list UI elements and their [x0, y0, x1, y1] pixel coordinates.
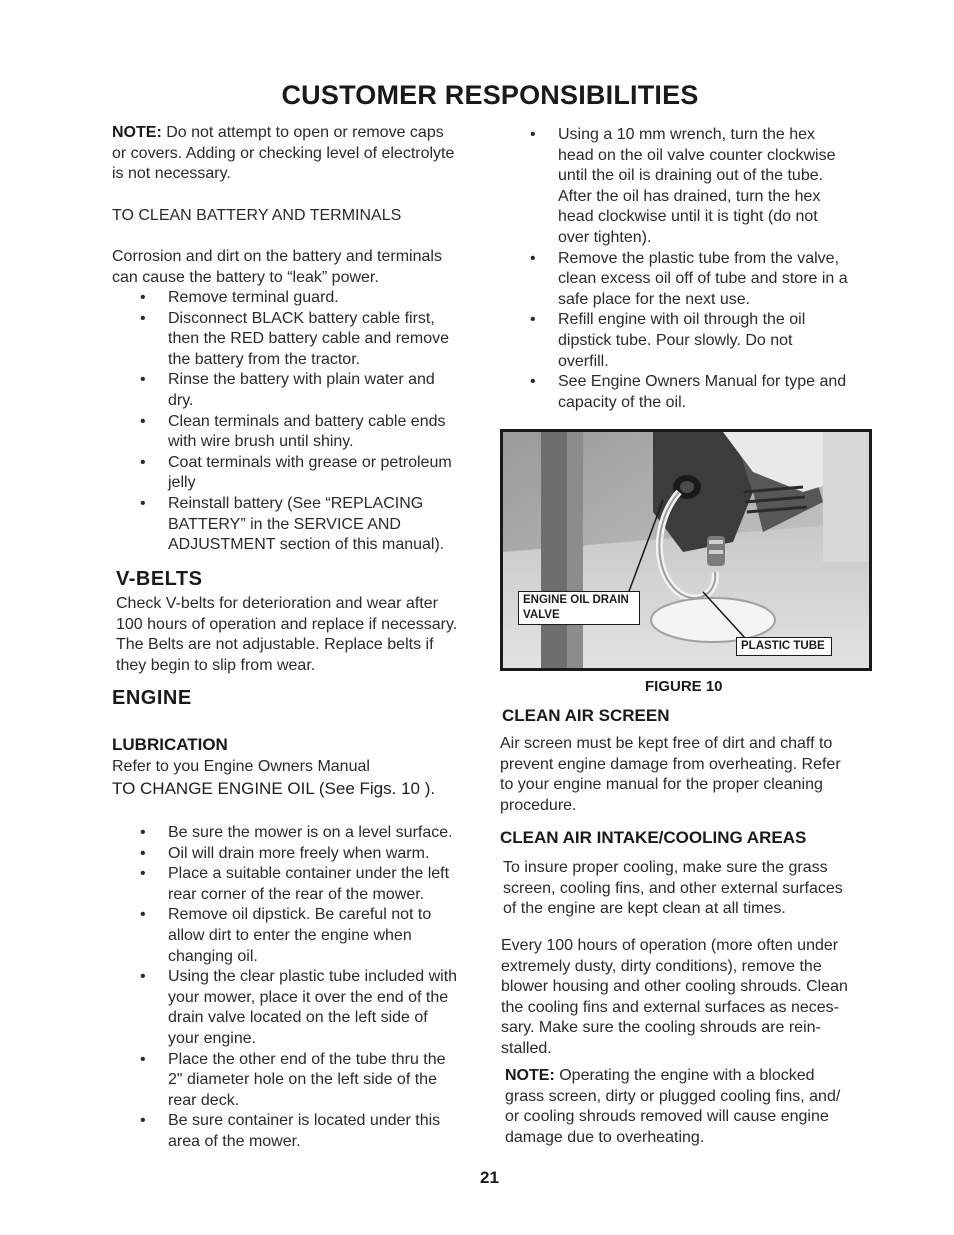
- list-item-line: • Using the clear plastic tube included with: [168, 968, 458, 986]
- text-line: Every 100 hours of operation (more often under: [501, 937, 839, 954]
- oil-change-steps-list: [112, 823, 502, 1153]
- list-item-line: ADJUSTMENT section of this manual).: [168, 536, 445, 554]
- list-item-line: • Remove oil dipstick. Be careful not to: [168, 906, 432, 924]
- list-item: [112, 309, 502, 371]
- note-text-line: damage due to overheating.: [505, 1128, 705, 1146]
- lubrication-text: Refer to you Engine Owners Manual: [112, 758, 370, 775]
- text-line: The Belts are not adjustable. Replace belts if: [116, 636, 434, 654]
- list-item: [502, 372, 882, 413]
- list-item-line: • Refill engine with oil through the oil: [558, 311, 806, 329]
- figure-caption: FIGURE 10: [645, 678, 723, 695]
- list-item-line: safe place for the next use.: [558, 290, 751, 308]
- callout-drain-valve: ENGINE OIL DRAIN VALVE: [518, 591, 640, 625]
- list-item: [112, 370, 502, 411]
- text-line: the cooling fins and external surfaces as neces-: [501, 998, 839, 1016]
- note-text-line: Do not attempt to open or remove caps: [161, 124, 444, 141]
- engine-photo-illustration: [503, 432, 869, 668]
- list-item-line: head clockwise until it is tight (do not: [558, 208, 818, 226]
- text-line: Air screen must be kept free of dirt and chaff to: [500, 735, 833, 752]
- note-text-line: or covers. Adding or checking level of electrolyte: [112, 144, 455, 162]
- engine-heading: ENGINE: [112, 687, 192, 709]
- vbelts-text: [116, 594, 496, 676]
- air-screen-text: [500, 734, 880, 816]
- list-item-line: area of the mower.: [168, 1132, 301, 1150]
- list-item: [112, 844, 502, 865]
- oil-change-steps-continued: [502, 125, 882, 413]
- list-item-line: overfill.: [558, 352, 609, 370]
- note-text-line: is not necessary.: [112, 165, 231, 183]
- text-line: blower housing and other cooling shrouds. Clean: [501, 978, 848, 996]
- vbelts-heading: V-BELTS: [116, 568, 203, 590]
- list-item: [112, 1050, 502, 1112]
- note-label: NOTE:: [112, 124, 162, 141]
- list-item-line: until the oil is draining out of the tube.: [558, 167, 824, 185]
- battery-note: [112, 123, 492, 185]
- lubrication-heading: LUBRICATION: [112, 735, 228, 754]
- list-item-line: capacity of the oil.: [558, 393, 687, 411]
- page-number: 21: [480, 1168, 499, 1187]
- note-text-line: Operating the engine with a blocked: [554, 1067, 815, 1084]
- list-item: [502, 125, 882, 249]
- page-title: CUSTOMER RESPONSIBILITIES: [281, 80, 699, 110]
- list-item-line: the battery from the tractor.: [168, 350, 361, 368]
- list-item-line: • Place a suitable container under the left: [168, 865, 450, 883]
- list-item-line: BATTERY” in the SERVICE AND: [168, 515, 401, 533]
- list-item-line: After the oil has drained, turn the hex: [558, 187, 821, 205]
- list-item-line: • Remove terminal guard.: [168, 289, 339, 306]
- battery-intro-line: Corrosion and dirt on the battery and terminals: [112, 248, 442, 265]
- note-label: NOTE:: [505, 1067, 555, 1084]
- intake-heading: CLEAN AIR INTAKE/COOLING AREAS: [500, 828, 807, 847]
- list-item-line: rear deck.: [168, 1091, 240, 1109]
- list-item: [112, 1111, 502, 1152]
- list-item-line: clean excess oil off of tube and store in a: [558, 270, 848, 288]
- text-line: they begin to slip from wear.: [116, 656, 316, 674]
- battery-intro-line: can cause the battery to “leak” power.: [112, 268, 379, 286]
- list-item-line: your engine.: [168, 1029, 257, 1047]
- list-item: [112, 453, 502, 494]
- oil-change-heading: TO CHANGE ENGINE OIL (See Figs. 10 ).: [112, 779, 436, 798]
- text-line: procedure.: [500, 796, 577, 814]
- list-item-line: • Clean terminals and battery cable ends: [168, 412, 446, 430]
- list-item: [112, 412, 502, 453]
- text-line: Check V-belts for deterioration and wear after: [116, 595, 438, 612]
- list-item-line: • See Engine Owners Manual for type and: [558, 373, 847, 391]
- battery-heading: TO CLEAN BATTERY AND TERMINALS: [112, 207, 402, 224]
- list-item: [112, 967, 502, 1049]
- intake-text: [503, 858, 883, 920]
- list-item: [112, 823, 502, 844]
- list-item-line: • Be sure container is located under this: [168, 1112, 441, 1130]
- air-screen-heading: CLEAN AIR SCREEN: [502, 706, 670, 725]
- list-item-line: • Coat terminals with grease or petroleum: [168, 453, 452, 471]
- battery-steps-list: [112, 288, 502, 556]
- list-item-line: • Reinstall battery (See “REPLACING: [168, 494, 424, 512]
- overheating-note: [505, 1066, 885, 1148]
- list-item-line: jelly: [168, 474, 196, 492]
- text-line: prevent engine damage from overheating. Refer: [500, 755, 841, 773]
- list-item: [502, 249, 882, 311]
- list-item-line: changing oil.: [168, 947, 258, 965]
- list-item: [112, 905, 502, 967]
- text-line: screen, cooling fins, and other external surfaces: [503, 879, 843, 897]
- text-line: of the engine are kept clean at all times.: [503, 900, 786, 918]
- text-line: 100 hours of operation and replace if necessary.: [116, 615, 458, 633]
- list-item: [112, 288, 502, 309]
- text-line: stalled.: [501, 1039, 552, 1057]
- list-item-line: dry.: [168, 391, 194, 409]
- list-item: [112, 494, 502, 556]
- list-item-line: • Disconnect BLACK battery cable first,: [168, 309, 435, 327]
- text-line: extremely dusty, dirty conditions), remove the: [501, 957, 822, 975]
- list-item: [502, 310, 882, 372]
- list-item-line: over tighten).: [558, 228, 652, 246]
- list-item-line: dipstick tube. Pour slowly. Do not: [558, 331, 793, 349]
- list-item-line: • Remove the plastic tube from the valve,: [558, 249, 840, 267]
- list-item-line: • Rinse the battery with plain water and: [168, 371, 435, 389]
- list-item-line: drain valve located on the left side of: [168, 1009, 428, 1027]
- callout-plastic-tube: PLASTIC TUBE: [736, 637, 832, 656]
- text-line: To insure proper cooling, make sure the grass: [503, 859, 828, 876]
- list-item: [112, 864, 502, 905]
- list-item-line: allow dirt to enter the engine when: [168, 926, 412, 944]
- list-item-line: • Place the other end of the tube thru the: [168, 1050, 446, 1068]
- text-line: sary. Make sure the cooling shrouds are rein-: [501, 1019, 821, 1037]
- note-text-line: grass screen, dirty or plugged cooling fins, and/: [505, 1087, 841, 1105]
- text-line: to your engine manual for the proper cleaning: [500, 776, 823, 794]
- figure-10-photo: [500, 429, 872, 671]
- list-item-line: then the RED battery cable and remove: [168, 330, 450, 348]
- list-item-line: • Oil will drain more freely when warm.: [168, 844, 430, 862]
- list-item-line: • Be sure the mower is on a level surface.: [168, 824, 453, 841]
- battery-intro: [112, 247, 492, 288]
- list-item-line: rear corner of the rear of the mower.: [168, 885, 425, 903]
- list-item-line: 2" diameter hole on the left side of the: [168, 1071, 437, 1089]
- list-item-line: head on the oil valve counter clockwise: [558, 146, 836, 164]
- every-100-hours-text: [501, 936, 881, 1060]
- list-item-line: • Using a 10 mm wrench, turn the hex: [558, 126, 816, 143]
- list-item-line: your mower, place it over the end of the: [168, 988, 449, 1006]
- list-item-line: with wire brush until shiny.: [168, 433, 354, 451]
- note-text-line: or cooling shrouds removed will cause engine: [505, 1108, 829, 1126]
